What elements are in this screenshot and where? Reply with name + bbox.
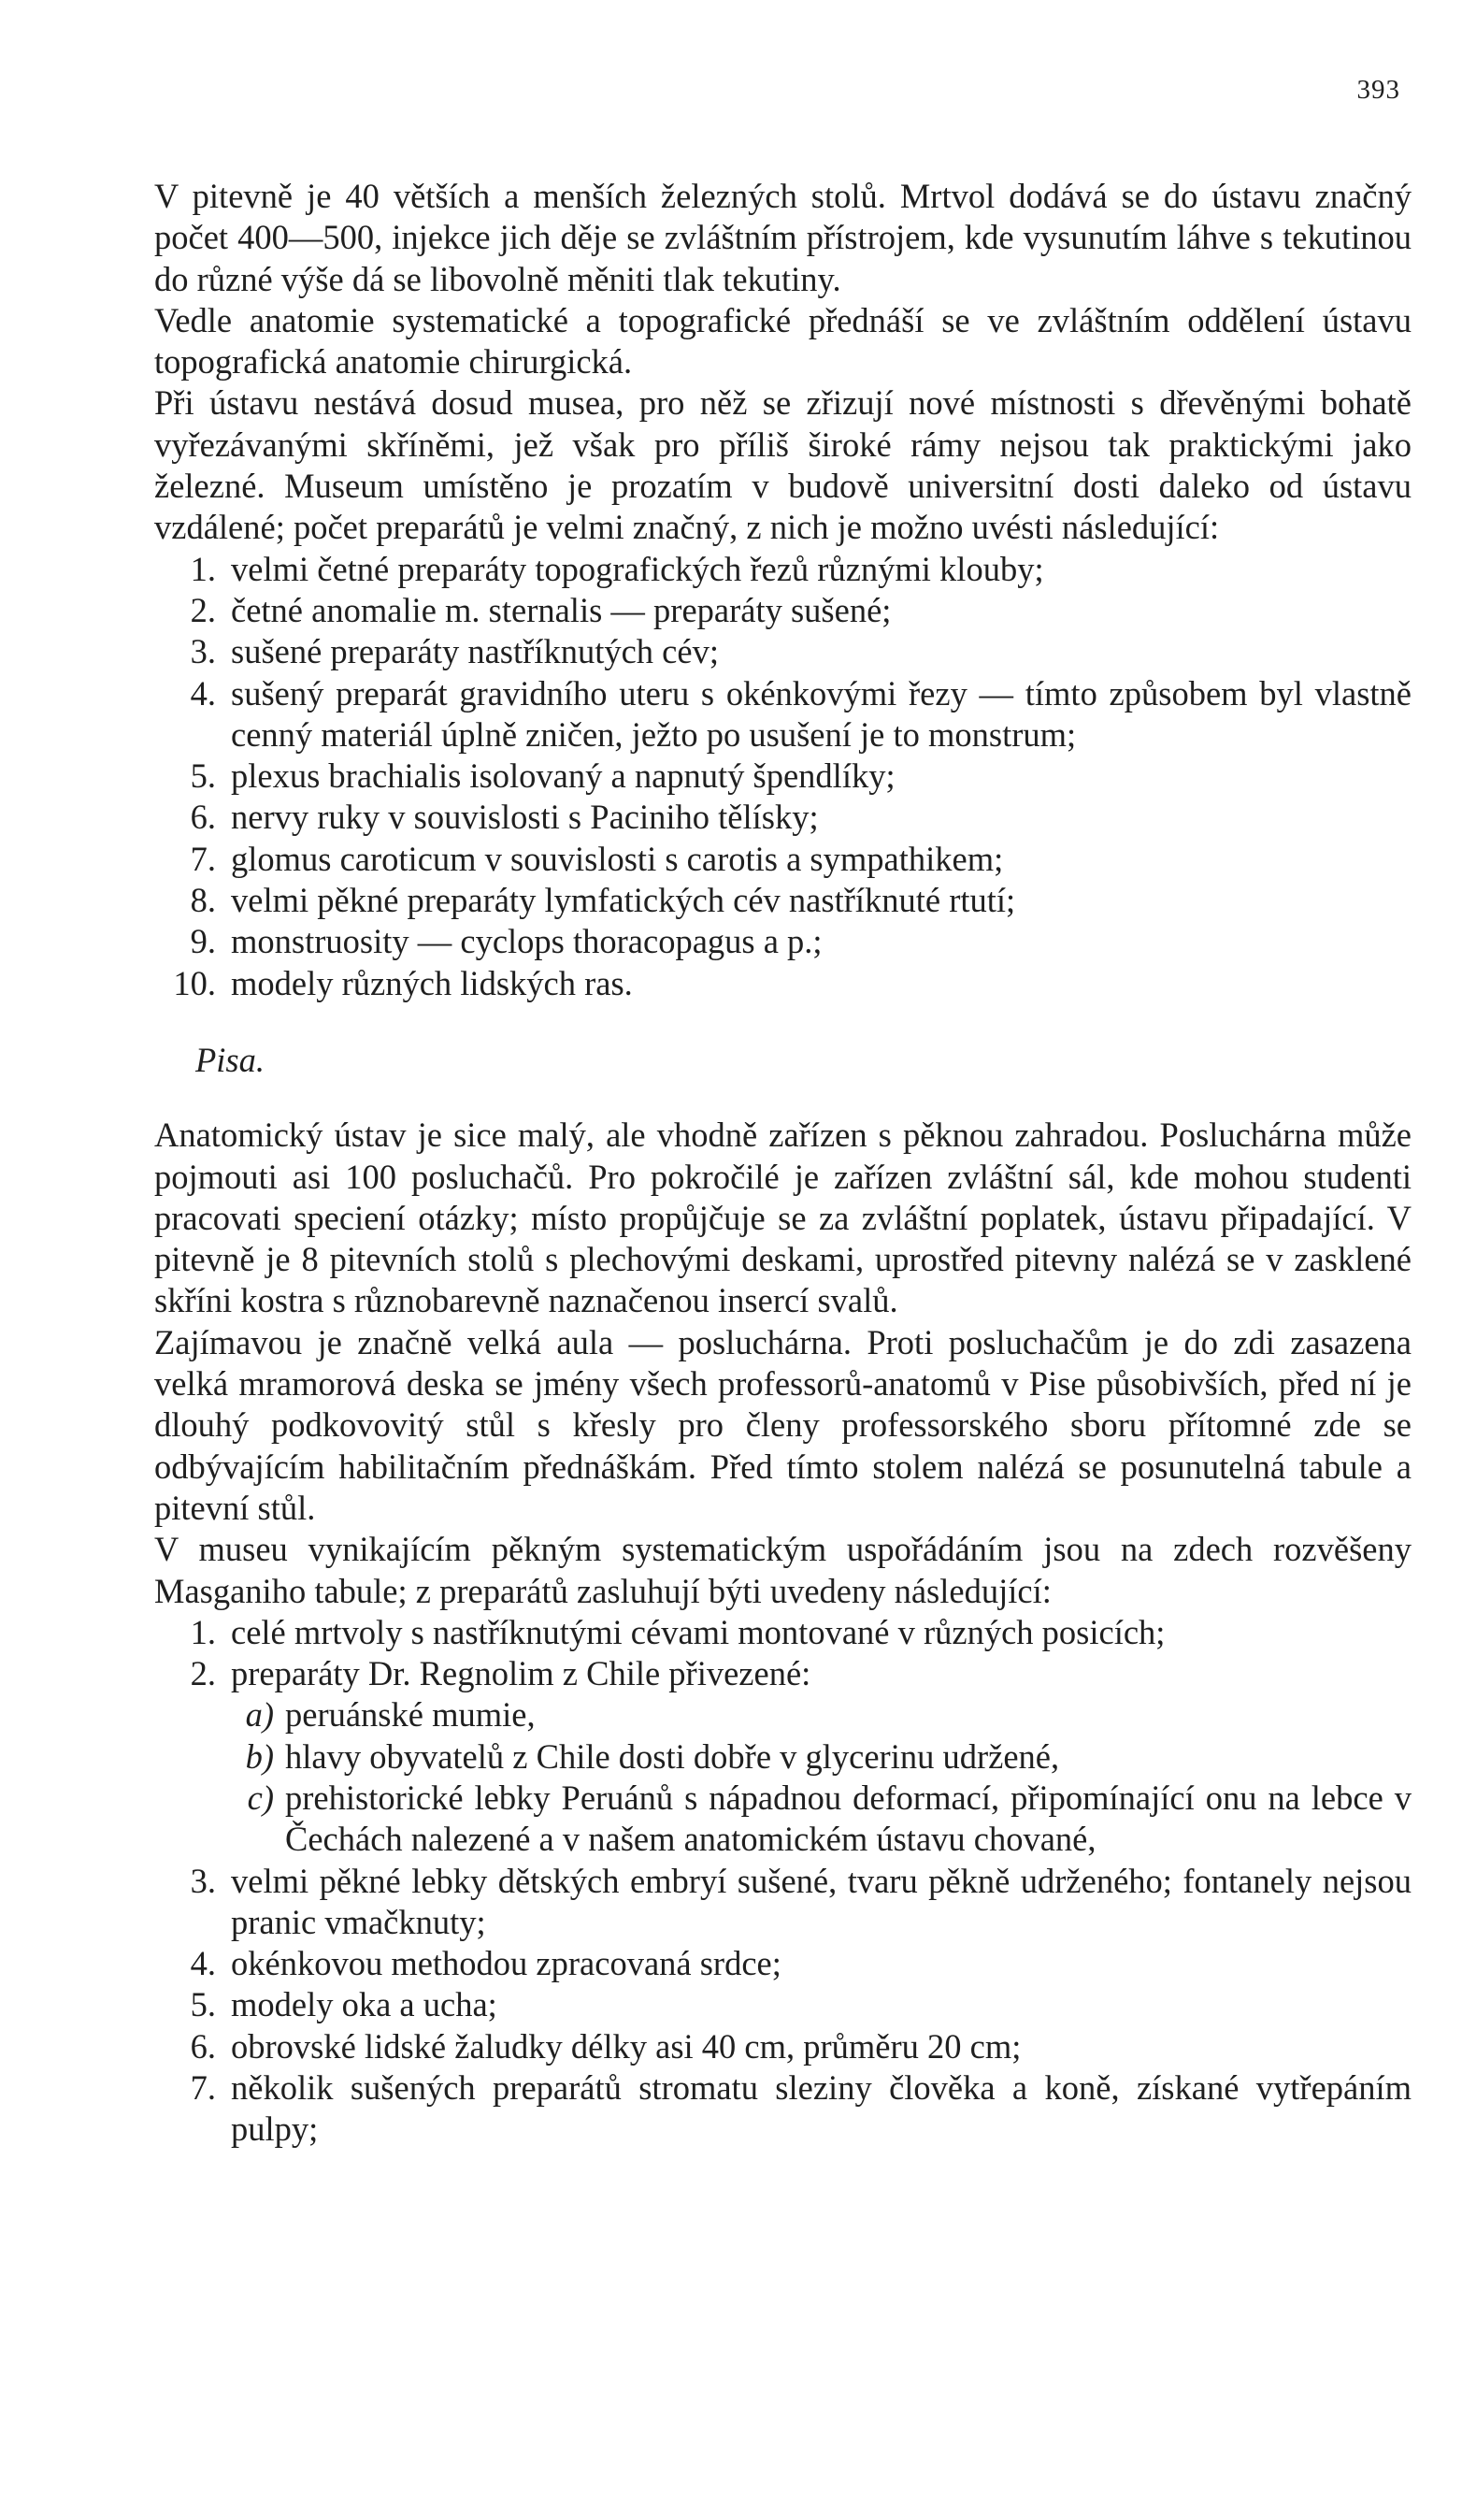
list-item [154,1984,1412,2025]
list-item-text: obrovské lidské žaludky délky asi 40 cm, průměru 20 cm; [231,2026,1022,2066]
list-item-text: velmi pěkné lebky dětských embryí sušené, tvaru pěkně udrženého; fontanely nejsou pranic vmačknuty; [231,1861,1412,1941]
list-item-number: 6. [190,2026,216,2066]
list-item [154,756,1412,797]
list-item-text: nervy ruky v souvislosti s Paciniho tělísky; [231,798,819,837]
list-item [154,2067,1412,2151]
list-item-number: 6. [190,798,216,837]
sub-list-item-letter: b) [245,1736,274,1776]
paragraph-topographic-anatomy: Vedle anatomie systematické a topografické přednáší se ve zvláštním oddělení ústavu topografická anatomie chirurgická. [154,300,1412,382]
list-item [154,1653,1412,1694]
sub-list-item-text: prehistorické lebky Peruánů s nápadnou deformací, připomínající onu na lebce v Čechách nalezené a v našem anatomickém ústavu chované, [285,1778,1412,1859]
list-item-number: 3. [190,1861,216,1900]
list-item-text: několik sušených preparátů stromatu sleziny člověka a koně, získané vytřepáním pulpy; [231,2068,1412,2149]
list-item-number: 5. [190,756,216,796]
list-item-number: 7. [190,839,216,878]
list-item-text: glomus caroticum v souvislosti s carotis a sympathikem; [231,839,1004,878]
preparations-list [154,549,1412,1004]
list-item-number: 3. [190,632,216,671]
list-item-number: 4. [190,1944,216,1983]
list-item [154,1612,1412,1653]
list-item-number: 4. [190,673,216,713]
paragraph-pisa-museum: V museu vynikajícím pěkným systematickým uspořádáním jsou na zdech rozvěšeny Masganiho tabule; z preparátů zasluhují býti uvedeny následující: [154,1530,1412,1610]
list-item-text: okénkovou methodou zpracovaná srdce; [231,1944,781,1983]
page-content [154,176,1412,2151]
list-item-text: velmi pěkné preparáty lymfatických cév nastříknuté rtutí; [231,881,1016,920]
list-item [154,839,1412,880]
list-item [154,673,1412,756]
sub-list-item [154,1736,1412,1778]
sub-list-item-letter: c) [247,1778,274,1817]
list-item-text: modely různých lidských ras. [231,963,633,1002]
list-item-text: sušený preparát gravidního uteru s okénkovými řezy — tímto způsobem byl vlastně cenný materiál úplně zničen, ježto po usušení je to monstrum; [231,673,1412,754]
section-heading-pisa: Pisa. [195,1040,265,1079]
list-item [154,1943,1412,1984]
list-item-number: 5. [190,1985,216,2024]
pisa-preparations-list [154,1612,1412,2151]
list-item-number: 8. [190,881,216,920]
list-item-text: monstruosity — cyclops thoracopagus a p.; [231,922,823,961]
sub-list-item [154,1778,1412,1861]
list-item-text: plexus brachialis isolovaný a napnutý špendlíky; [231,756,896,796]
list-item [154,1861,1412,1944]
paragraph-museum: Při ústavu nestává dosud musea, pro něž se zřizují nové místnosti s dřevěnými bohatě vyřezávanými skříněmi, jež však pro příliš široké rámy nejsou tak praktickými jako železné. Museum umístěno je prozatím v budově universitní dosti daleko od ústavu vzdálené; počet preparátů je velmi značný, z nich je možno uvésti následující: [154,383,1412,547]
list-item-text: celé mrtvoly s nastříknutými cévami montované v různých posicích; [231,1612,1166,1651]
list-item [154,921,1412,962]
paragraph-pisa-aula: Zajímavou je značně velká aula — posluchárna. Proti posluchačům je do zdi zasazena velká mramorová deska se jmény všech professorů-anatomů v Pise působivších, před ní je dlouhý podkovovitý stůl s křesly pro členy professorského sboru přítomné zde se odbývajícím habilitačním přednáškám. Před tímto stolem nalézá se posunutelná tabule a pitevní stůl. [154,1322,1412,1527]
paragraph-pisa-institute: Anatomický ústav je sice malý, ale vhodně zařízen s pěknou zahradou. Posluchárna může pojmouti asi 100 posluchačů. Pro pokročilé je zařízen zvláštní sál, kde mohou studenti pracovati speciení otázky; místo propůjčuje se za zvláštní poplatek, ústavu připadající. V pitevně je 8 pitevních stolů s plechovými deskami, uprostřed pitevny nalézá se v zasklené skříni kostra s různobarevně naznačenou insercí svalů. [154,1116,1412,1320]
list-item-number: 10. [173,963,216,1002]
list-item [154,590,1412,631]
list-item-number: 2. [190,1654,216,1693]
sub-list-item-text: hlavy obyvatelů z Chile dosti dobře v glycerinu udržené, [285,1736,1060,1776]
list-item [154,2026,1412,2067]
list-item-number: 2. [190,590,216,629]
paragraph-dissecting-room: V pitevně je 40 větších a menších železných stolů. Mrtvol dodává se do ústavu značný počet 400—500, injekce jich děje se zvláštním přístrojem, kde vysunutím láhve s tekutinou do různé výše dá se libovolně měniti tlak tekutiny. [154,177,1412,298]
list-item [154,631,1412,672]
list-item-text: velmi četné preparáty topografických řezů různými klouby; [231,549,1044,588]
sub-list-item-text: peruánské mumie, [285,1695,536,1735]
list-item-text: četné anomalie m. sternalis — preparáty sušené; [231,590,892,629]
list-item-text: preparáty Dr. Regnolim z Chile přivezené: [231,1654,811,1693]
list-item [154,963,1412,1004]
list-item-number: 1. [190,1612,216,1651]
page-number: 393 [1356,75,1400,105]
list-item-number: 7. [190,2068,216,2108]
book-page [154,0,1412,2520]
list-item-number: 1. [190,549,216,588]
list-item [154,549,1412,590]
sub-list-item-letter: a) [245,1695,274,1735]
list-item [154,880,1412,921]
list-item-text: modely oka a ucha; [231,1985,497,2024]
list-item-text: sušené preparáty nastříknutých cév; [231,632,719,671]
sub-list-item [154,1694,1412,1735]
list-item-number: 9. [190,922,216,961]
list-item [154,797,1412,838]
